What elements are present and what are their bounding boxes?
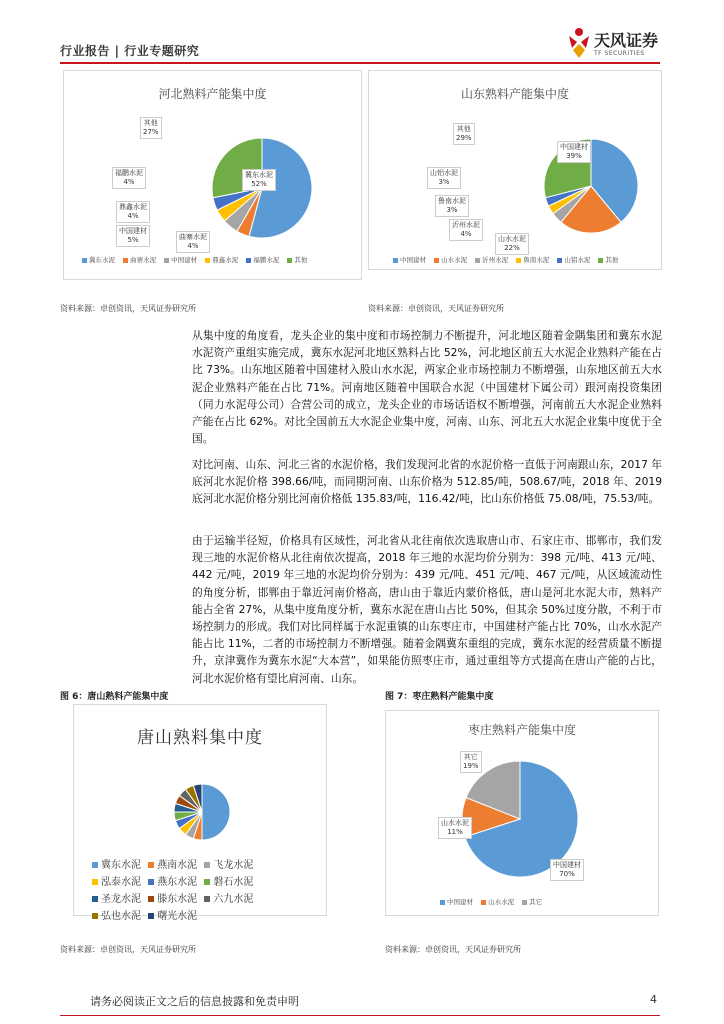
pie-label: 其他 27% <box>140 117 162 139</box>
pie-label: 鼎鑫水泥 4% <box>116 201 150 223</box>
pie-label: 山铝水泥 3% <box>427 167 461 189</box>
pie-label: 其他 29% <box>453 123 475 145</box>
pie-label: 沂州水泥 4% <box>449 219 483 241</box>
zaozhuang-chart <box>385 710 659 916</box>
pie-label: 中国建材 5% <box>116 225 150 247</box>
source-note: 资料来源：卓创资讯，天风证券研究所 <box>60 945 196 954</box>
source-note: 资料来源：卓创资讯，天风证券研究所 <box>385 945 521 954</box>
pie-label: 冀东水泥 52% <box>242 169 276 191</box>
pie-label: 山水水泥 11% <box>438 817 472 839</box>
source-note: 资料来源：卓创资讯，天风证券研究所 <box>368 304 504 313</box>
pie-label: 中国建材 39% <box>557 141 591 163</box>
disclaimer: 请务必阅读正文之后的信息披露和免责申明 <box>90 995 299 1008</box>
pie-label: 中国建材 70% <box>550 859 584 881</box>
chart-legend: 中国建材 山水水泥 沂州水泥 鲁南水泥 山铝水泥 其他 <box>387 255 618 264</box>
header-divider <box>60 62 660 64</box>
logo-name: 天风证券 <box>594 31 659 50</box>
pie-label: 鲁南水泥 3% <box>435 195 469 217</box>
chart-title: 河北熟料产能集中度 <box>158 87 267 101</box>
hebei-chart <box>63 70 362 280</box>
chart-title: 唐山熟料集中度 <box>137 728 263 748</box>
source-note: 资料来源：卓创资讯，天风证券研究所 <box>60 304 196 313</box>
chart-legend: 冀东水泥 燕南水泥 飞龙水泥 泓泰水泥 燕东水泥 磐石水泥 圣龙水泥 滕东水泥 六九水泥 弘也水泥 曙光水泥 <box>92 857 292 925</box>
paragraph-price-comparison: 对比河南、山东、河北三省的水泥价格，我们发现河北省的水泥价格一直低于河南跟山东，2017 年底河北水泥价格 398.66/吨，而同期河南、山东价格为 512.85/吨，508.67/吨，2018 年、2019 底河北水泥价格分别比河南价格低 135.83/吨，116.42/吨，比山东价格低 75.08/吨，75.53/吨。 <box>192 458 662 506</box>
footer-divider <box>60 1015 660 1016</box>
figure-label: 图 6：唐山熟料产能集中度 <box>60 692 169 702</box>
pie-label: 福鹏水泥 4% <box>112 167 146 189</box>
chart-title: 枣庄熟料产能集中度 <box>467 723 576 737</box>
paragraph-regional-analysis: 由于运输半径短，价格具有区域性，河北省从北往南依次选取唐山市、石家庄市、邯郸市，我们发现三地的水泥价格从北往南依次提高，2018 年三地的水泥均价分别为：398 元/吨、413 元/吨、442 元/吨，2019 年三地的水泥均价分别为：439 元/吨、451 元/吨、467 元/吨，从区域流动性的角度分析，邯郸由于靠近河南价格高，唐山由于靠近内蒙价格低，唐山是河北水泥大市，熟料产能占全省 27%，从集中度角度分析，冀东水泥在唐山占比 50%，但其余 50%过度分散，不利于市场控制力的形成。我们对比同样属于水泥重镇的山东枣庄市，中国建材产能占比 70%，山水水泥产能占比 11%，二者的市场控制力不断增强。随着金隅冀东重组的完成，冀东水泥的经营质量不断提升，京津冀作为冀东水泥“大本营”，如果能仿照枣庄市，通过重组等方式提高在唐山产能的占比，河北水泥价格有望比肩河南、山东。 <box>192 534 662 685</box>
zaozhuang-pie <box>386 711 660 917</box>
logo-subtitle: TF SECURITIES <box>594 50 645 57</box>
company-logo <box>566 24 676 64</box>
paragraph-concentration: 从集中度的角度看，龙头企业的集中度和市场控制力不断提升，河北地区随着金隅集团和冀东水泥水泥资产重组实施完成，冀东水泥河北地区熟料占比 52%，河北地区前五大水泥企业熟料产能在占比 73%。山东地区随着中国建材入股山水水泥，两家企业市场控制力不断增强，山东地区前五大水泥企业熟料产能在占比 71%。河南地区随着中国联合水泥（中国建材下属公司）跟河南投资集团（同力水泥母公司）合营公司的成立，龙头企业的市场话语权不断增强，河南前五大水泥企业熟料产能在占比 62%。对比全国前五大水泥企业集中度，河南、山东、河北五大水泥企业集中度优于全国。 <box>192 329 662 446</box>
hebei-pie <box>64 71 363 281</box>
report-category: 行业报告 | 行业专题研究 <box>60 44 200 58</box>
chart-legend: 冀东水泥 曲寨水泥 中国建材 鼎鑫水泥 福鹏水泥 其他 <box>76 255 307 264</box>
shandong-chart <box>368 70 662 270</box>
figure-label: 图 7：枣庄熟料产能集中度 <box>385 692 494 702</box>
pie-label: 山水水泥 22% <box>495 233 529 255</box>
pie-label: 曲寨水泥 4% <box>176 231 210 253</box>
chart-title: 山东熟料产能集中度 <box>460 87 569 101</box>
pie-slice-冀东水泥 <box>202 784 230 840</box>
chart-legend: 中国建材 山水水泥 其它 <box>434 897 542 906</box>
pie-label: 其它 19% <box>460 751 482 773</box>
logo-mark-icon <box>566 26 592 60</box>
page-number: 4 <box>650 993 657 1006</box>
